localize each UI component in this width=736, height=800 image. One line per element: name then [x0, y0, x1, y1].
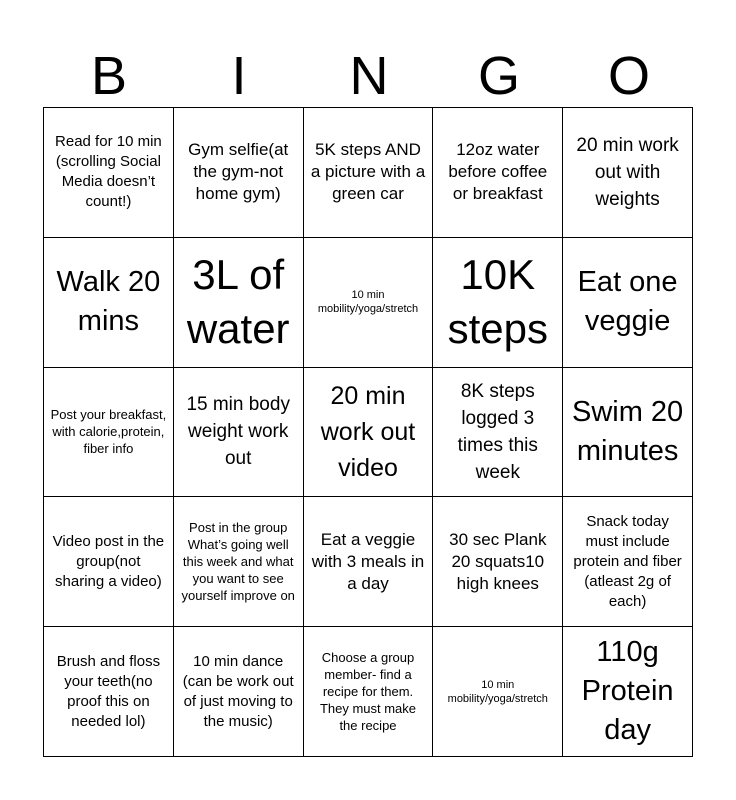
bingo-cell[interactable] [563, 627, 693, 757]
cell-text: 12oz water before coffee or breakfast [448, 140, 548, 204]
cell-text: 20 min work out with weights [576, 134, 679, 210]
bingo-cell[interactable] [174, 368, 304, 498]
cell-text: 20 min work out video [320, 381, 416, 482]
cell-text: Eat one veggie [577, 266, 678, 338]
bingo-header [44, 44, 694, 108]
cell-text: 8K steps logged 3 times this week [457, 380, 538, 483]
cell-text: 3L of water [186, 251, 290, 353]
bingo-cell[interactable] [563, 108, 693, 238]
cell-text: 10K steps [447, 251, 548, 353]
bingo-cell[interactable] [304, 108, 434, 238]
bingo-grid [43, 107, 693, 757]
cell-text: Gym selfie(at the gym-not home gym) [188, 140, 289, 204]
bingo-cell[interactable] [563, 368, 693, 498]
cell-text: Choose a group member- find a recipe for them. They must make the recipe [319, 650, 417, 734]
cell-text: 10 min mobility/yoga/stretch [317, 289, 419, 316]
bingo-cell[interactable] [44, 368, 174, 498]
bingo-cell[interactable] [304, 627, 434, 757]
cell-text: Brush and floss your teeth(no proof this on needed lol) [56, 652, 161, 730]
cell-text: 30 sec Plank 20 squats10 high knees [449, 529, 547, 593]
bingo-cell[interactable] [174, 497, 304, 627]
header-letter-b: B [90, 46, 128, 106]
cell-text: Walk 20 mins [56, 266, 161, 338]
cell-text: Post in the group What’s going well this week and what you want to see yourself improve on [181, 520, 295, 604]
header-letter-n: N [349, 46, 389, 106]
bingo-cell[interactable] [44, 497, 174, 627]
cell-text: Read for 10 min (scrolling Social Media doesn’t count!) [55, 133, 162, 211]
bingo-cell[interactable] [304, 238, 434, 368]
bingo-cell[interactable] [44, 108, 174, 238]
cell-text: Post your breakfast, with calorie,protein, fiber info [50, 407, 167, 457]
bingo-cell[interactable] [433, 108, 563, 238]
cell-text: Eat a veggie with 3 meals in a day [311, 529, 425, 593]
cell-text: 110g Protein day [581, 636, 674, 747]
cell-text: 5K steps AND a picture with a green car [310, 140, 426, 204]
bingo-cell[interactable] [563, 238, 693, 368]
header-letter-o: O [607, 46, 650, 106]
bingo-cell[interactable] [563, 497, 693, 627]
bingo-cell[interactable] [174, 108, 304, 238]
cell-text: 10 min dance (can be work out of just moving to the music) [182, 652, 294, 730]
cell-text: Swim 20 minutes [571, 395, 684, 467]
bingo-cell[interactable] [304, 368, 434, 498]
bingo-cell[interactable] [433, 627, 563, 757]
bingo-cell[interactable] [174, 238, 304, 368]
cell-text: 15 min body weight work out [186, 394, 290, 470]
header-letter-i: I [231, 46, 247, 106]
bingo-cell[interactable] [433, 368, 563, 498]
cell-text: 10 min mobility/yoga/stretch [447, 678, 548, 705]
bingo-cell[interactable] [304, 497, 434, 627]
cell-text: Snack today must include protein and fiber (atleast 2g of each) [573, 512, 682, 610]
bingo-cell[interactable] [44, 238, 174, 368]
header-letter-g: G [477, 46, 520, 106]
bingo-cell[interactable] [433, 497, 563, 627]
bingo-cell[interactable] [433, 238, 563, 368]
bingo-cell[interactable] [174, 627, 304, 757]
bingo-cell[interactable] [44, 627, 174, 757]
cell-text: Video post in the group(not sharing a video) [52, 532, 165, 590]
